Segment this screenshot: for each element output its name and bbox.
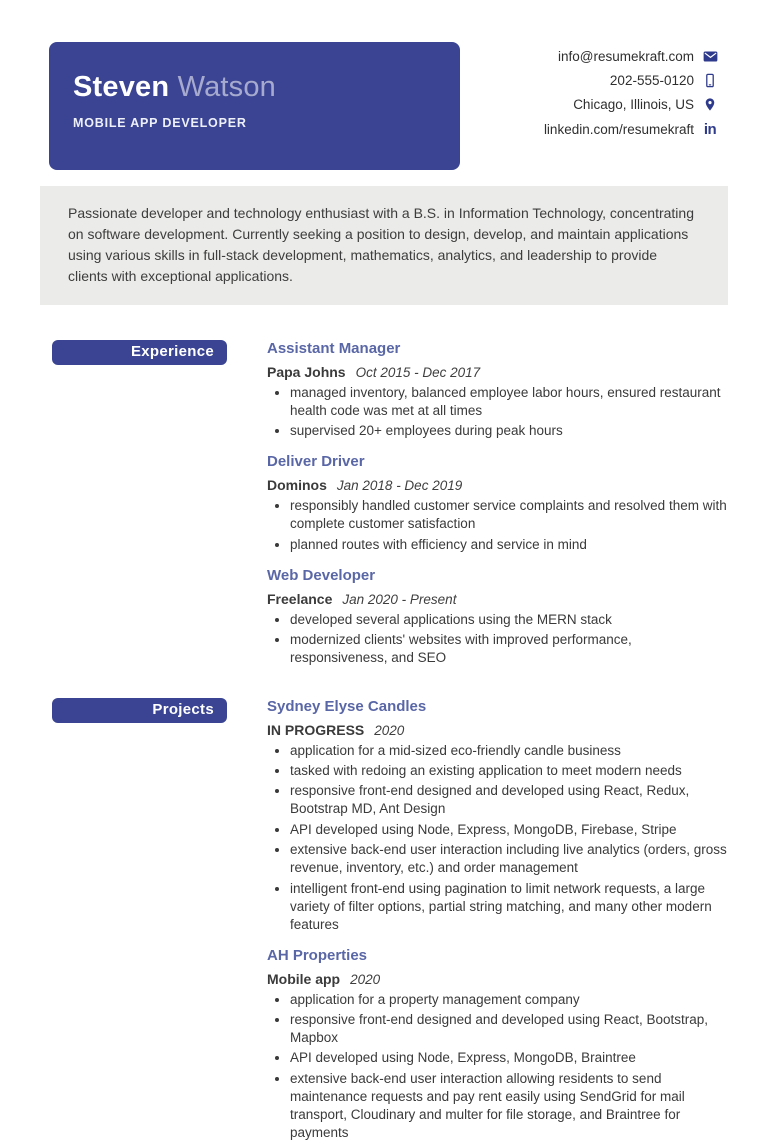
- resume-entry: [267, 453, 733, 553]
- entry-title: AH Properties: [267, 946, 368, 964]
- entry-date: 2020: [350, 971, 381, 987]
- entry-date: Jan 2020 - Present: [342, 591, 457, 607]
- entry-title: Web Developer: [267, 566, 376, 584]
- section-label-pill: [52, 340, 227, 365]
- section-label-column: [52, 698, 227, 723]
- entry-bullets: [267, 742, 733, 934]
- contact-text: linkedin.com/resumekraft: [543, 122, 694, 137]
- contact-text: Chicago, Illinois, US: [573, 97, 694, 112]
- contact-row: [544, 121, 718, 138]
- entry-meta: [267, 722, 733, 738]
- bullet-item: • supervised 20+ employees during peak hours: [290, 422, 733, 440]
- section-label-column: [52, 340, 227, 365]
- entry-organization: Dominos: [267, 477, 327, 494]
- section-content: [267, 698, 733, 1144]
- entry-organization: Mobile app: [267, 970, 341, 987]
- bullet-item: • API developed using Node, Express, MongoDB, Braintree: [290, 1049, 733, 1067]
- entry-meta: [267, 591, 733, 607]
- entry-organization: Freelance: [267, 590, 333, 607]
- entry-date: 2020: [374, 722, 405, 738]
- resume-header: [0, 0, 768, 170]
- bullet-item: • extensive back-end user interaction allowing residents to send maintenance requests and pay rent easily using SendGrid for mail transport, Cloudinary and multer for file storage, and Braintree for payments: [290, 1070, 733, 1142]
- entry-organization: Papa Johns: [267, 364, 346, 380]
- section-label: Projects: [152, 700, 214, 718]
- bullet-item: • application for a mid-sized eco-friendly candle business: [290, 742, 733, 760]
- contact-text: 202-555-0120: [609, 73, 694, 88]
- entry-title: Assistant Manager: [267, 340, 401, 357]
- entry-title: Deliver Driver: [267, 453, 365, 471]
- bullet-item: • application for a property management company: [290, 991, 733, 1009]
- section-content: [267, 340, 733, 670]
- person-name: [73, 72, 436, 104]
- contact-row: [573, 97, 718, 112]
- entry-date: Oct 2015 - Dec 2017: [355, 365, 481, 380]
- resume-section: [52, 340, 768, 670]
- resume-body: [0, 340, 768, 1144]
- entry-meta: [267, 364, 733, 380]
- entry-bullets: [267, 991, 733, 1142]
- bullet-item: • modernized clients' websites with improved performance, responsiveness, and SEO: [290, 631, 733, 667]
- entry-bullets: [267, 611, 733, 667]
- name-box: [49, 42, 460, 170]
- bullet-item: • responsive front-end designed and developed using React, Bootstrap, Mapbox: [290, 1011, 733, 1047]
- resume-entry: [267, 340, 733, 440]
- envelope-icon: [702, 49, 718, 64]
- contact-block: [460, 42, 768, 170]
- contact-row: [558, 49, 718, 64]
- resume-entry: [267, 567, 733, 667]
- section-label: Experience: [130, 343, 214, 360]
- bullet-item: • managed inventory, balanced employee labor hours, ensured restaurant health code was met at all times: [290, 384, 733, 420]
- resume-entry: [267, 698, 733, 934]
- linkedin-icon: in: [703, 121, 717, 138]
- entry-meta: [267, 971, 733, 987]
- summary-text: Passionate developer and technology enthusiast with a B.S. in Information Technology, concentrating on software development. Currently seeking a position to design, develop, and maintain applications using various skills in full-stack development, mathematics, analytics, and leadership to provide clients with exceptional applications.: [68, 205, 694, 284]
- bullet-item: • planned routes with efficiency and service in mind: [290, 536, 733, 554]
- resume-section: [52, 698, 768, 1144]
- bullet-item: • intelligent front-end using pagination to limit network requests, a large variety of filter options, partial string matching, and many other modern features: [290, 880, 733, 934]
- entry-bullets: [267, 497, 733, 553]
- section-label-pill: [52, 698, 227, 723]
- entry-organization: IN PROGRESS: [267, 721, 365, 738]
- contact-text: info@resumekraft.com: [558, 49, 694, 64]
- bullet-item: • extensive back-end user interaction including live analytics (orders, gross revenue, inventory, etc.) and order management: [290, 841, 733, 877]
- bullet-item: • developed several applications using the MERN stack: [290, 611, 733, 629]
- contact-row: [610, 73, 718, 88]
- bullet-item: • responsibly handled customer service complaints and resolved them with complete customer satisfaction: [290, 497, 733, 533]
- smartphone-icon: [702, 73, 718, 88]
- last-name: Watson: [177, 71, 277, 103]
- resume-entry: [267, 947, 733, 1142]
- bullet-item: • responsive front-end designed and developed using React, Redux, Bootstrap MD, Ant Design: [290, 782, 733, 818]
- summary-box: [40, 186, 728, 305]
- job-role: MOBILE APP DEVELOPER: [73, 115, 247, 130]
- bullet-item: • API developed using Node, Express, MongoDB, Firebase, Stripe: [290, 821, 733, 839]
- first-name: Steven: [73, 71, 170, 103]
- bullet-item: • tasked with redoing an existing application to meet modern needs: [290, 762, 733, 780]
- entry-meta: [267, 477, 733, 493]
- location-pin-icon: [702, 97, 718, 112]
- entry-date: Jan 2018 - Dec 2019: [336, 478, 463, 494]
- entry-title: Sydney Elyse Candles: [267, 697, 427, 715]
- entry-bullets: [267, 384, 733, 440]
